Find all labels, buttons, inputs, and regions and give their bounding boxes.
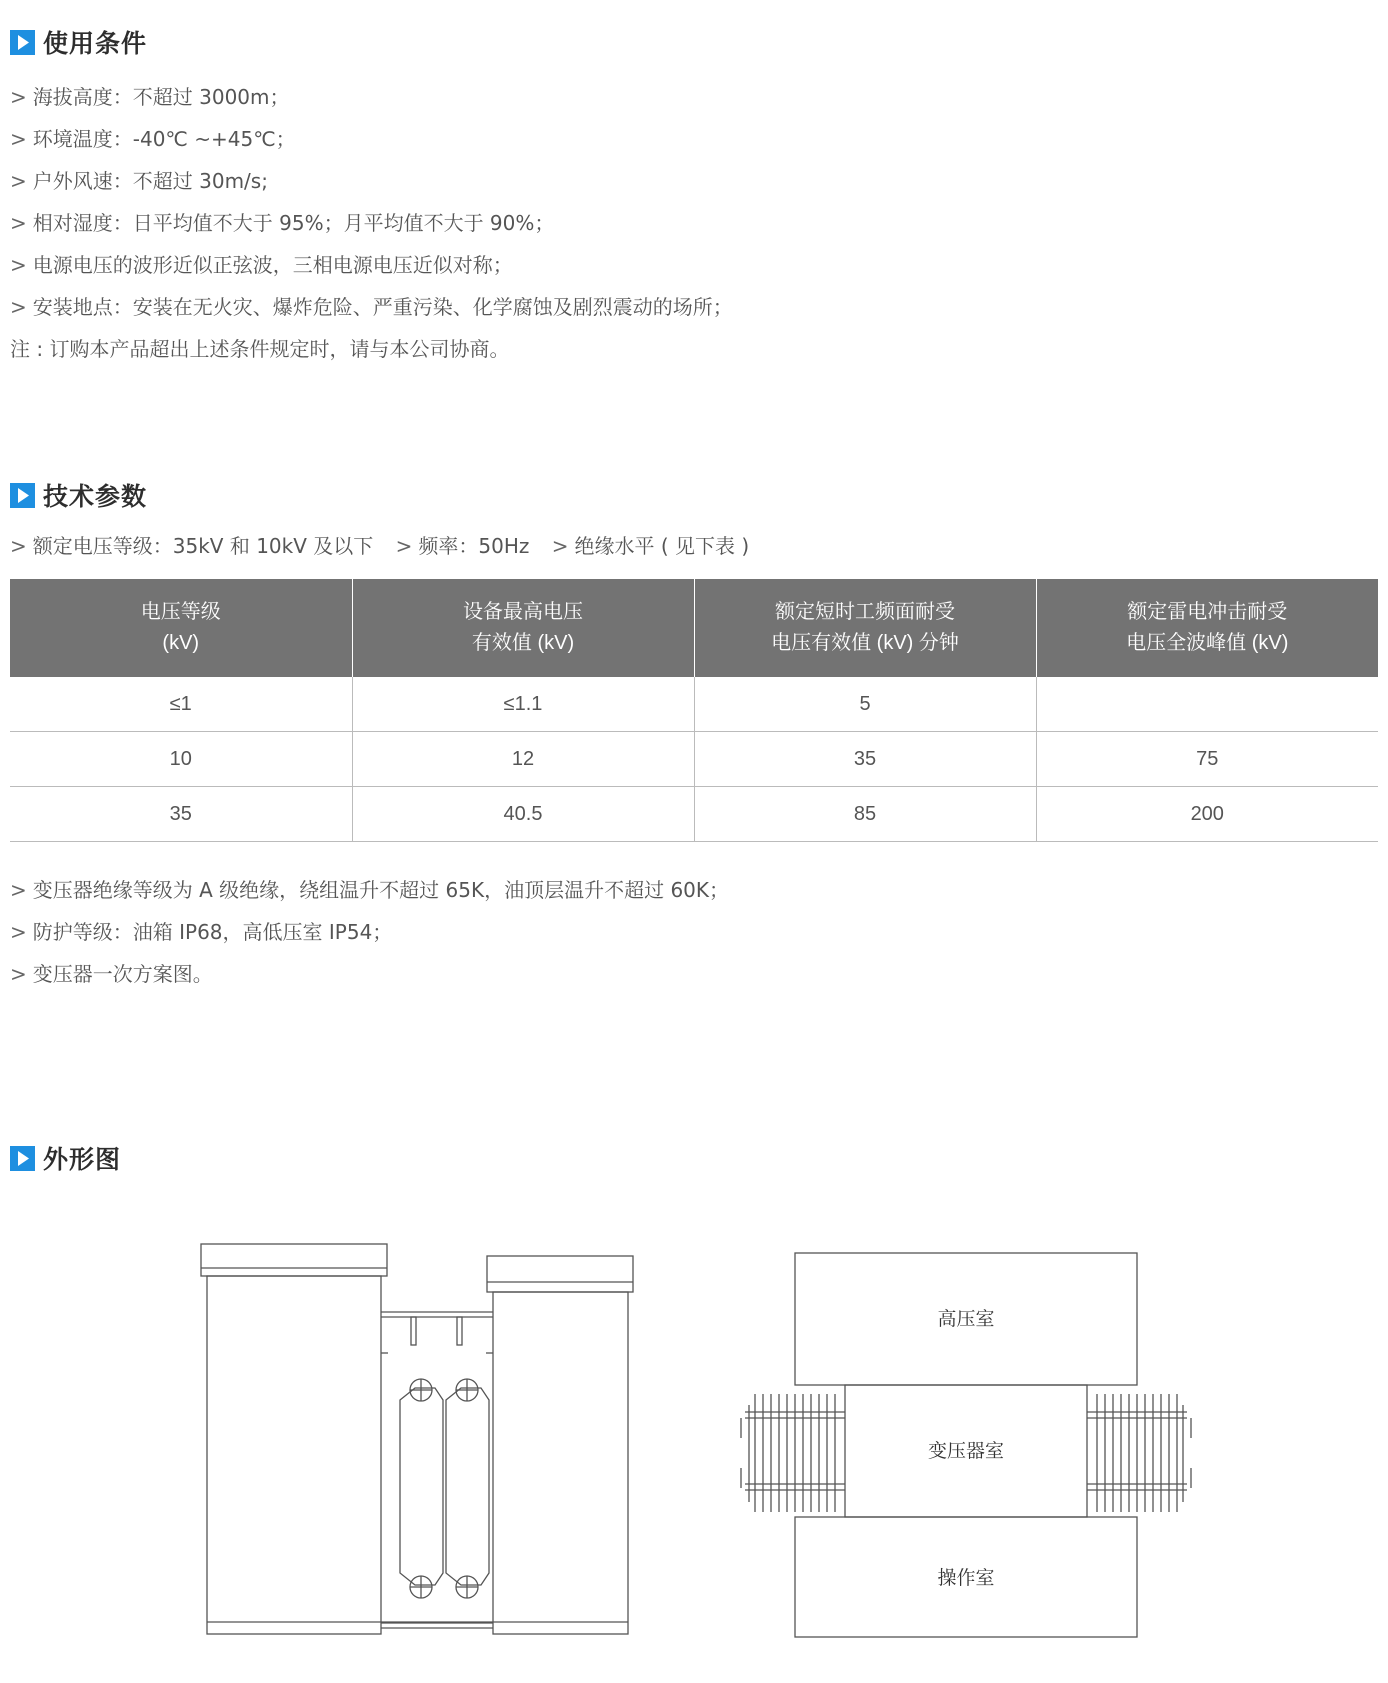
condition-item <box>10 209 554 237</box>
table-cell: 5 <box>694 677 1036 732</box>
table-header-cell <box>694 579 1036 677</box>
tech-note <box>10 960 213 988</box>
table-cell: 10 <box>10 732 352 787</box>
condition-item <box>10 293 733 321</box>
tech-note-text: 防护等级：油箱 IP68，高低压室 IP54； <box>32 920 393 944</box>
bullet-marker: > <box>10 211 27 235</box>
front-view-drawing <box>195 1240 640 1650</box>
bullet-marker: > <box>395 534 413 558</box>
condition-text: 电源电压的波形近似正弦波，三相电源电压近似对称； <box>32 253 513 277</box>
bullet-marker: > <box>10 962 27 986</box>
condition-text: 环境温度：-40℃ ~+45℃； <box>32 127 296 151</box>
radiator-right <box>446 1388 489 1585</box>
param-frequency <box>396 534 530 558</box>
bullet-marker: > <box>10 169 27 193</box>
header-line: (kV) <box>162 632 200 654</box>
bullet-marker: > <box>551 534 569 558</box>
header-line: 设备最高电压 <box>463 601 583 623</box>
param-text: 额定电压等级：35kV 和 10kV 及以下 <box>32 534 374 558</box>
right-cabinet-roof <box>487 1256 633 1292</box>
header-line: 电压全波峰值 (kV) <box>1126 632 1289 654</box>
bullet-marker: > <box>10 127 27 151</box>
table-row <box>10 787 1378 842</box>
table-cell <box>1036 677 1378 732</box>
bullet-marker: > <box>10 920 27 944</box>
section-heading: 外形图 <box>43 1145 122 1174</box>
table-cell: 12 <box>352 732 694 787</box>
tech-note-text: 变压器一次方案图。 <box>32 962 213 986</box>
table-cell: 200 <box>1036 787 1378 842</box>
bullet-marker: > <box>10 295 27 319</box>
table-cell: 75 <box>1036 732 1378 787</box>
section-title-tech <box>10 479 147 511</box>
table-header-cell <box>352 579 694 677</box>
condition-item <box>10 83 290 111</box>
condition-text: 户外风速：不超过 30m/s; <box>32 169 268 193</box>
table-header-cell <box>10 579 352 677</box>
param-text: 频率：50Hz <box>418 534 530 558</box>
left-cabinet-body <box>207 1276 381 1634</box>
insulation-table <box>10 579 1378 842</box>
table-cell: 85 <box>694 787 1036 842</box>
bullet-marker: > <box>10 253 27 277</box>
param-voltage-level <box>10 534 373 558</box>
header-line: 有效值 (kV) <box>471 632 575 654</box>
header-line: 额定雷电冲击耐受 <box>1127 601 1288 623</box>
play-arrow-icon <box>10 1146 35 1171</box>
radiator-left <box>400 1388 443 1585</box>
radiator-fins-right <box>1087 1394 1191 1512</box>
condition-text: 安装地点：安装在无火灾、爆炸危险、严重污染、化学腐蚀及剧烈震动的场所； <box>32 295 733 319</box>
plan-view-drawing <box>735 1250 1210 1640</box>
table-header-cell <box>1036 579 1378 677</box>
table-cell: ≤1.1 <box>352 677 694 732</box>
bullet-marker: > <box>10 534 27 558</box>
condition-item <box>10 125 296 153</box>
table-row <box>10 677 1378 732</box>
transformer-room-label: 变压器室 <box>927 1441 1005 1462</box>
tech-note-text: 变压器绝缘等级为 A 级绝缘，绕组温升不超过 65K，油顶层温升不超过 60K； <box>32 878 730 902</box>
condition-item <box>10 167 268 195</box>
condition-note: 注 : 订购本产品超出上述条件规定时，请与本公司协商。 <box>10 337 510 361</box>
table-cell: 35 <box>694 732 1036 787</box>
section-heading: 使用条件 <box>43 29 148 58</box>
table-cell: ≤1 <box>10 677 352 732</box>
header-line: 电压有效值 (kV) 分钟 <box>771 632 959 654</box>
bullet-marker: > <box>10 878 27 902</box>
params-row <box>10 532 765 560</box>
play-arrow-icon <box>10 30 35 55</box>
high-voltage-room-label: 高压室 <box>937 1309 995 1330</box>
tech-note <box>10 918 392 946</box>
table-row <box>10 732 1378 787</box>
left-cabinet-roof <box>201 1244 387 1276</box>
right-cabinet-body <box>493 1292 628 1634</box>
table-cell: 40.5 <box>352 787 694 842</box>
header-line: 额定短时工频面耐受 <box>775 601 955 623</box>
param-text: 绝缘水平 ( 见下表 ) <box>574 534 750 558</box>
play-arrow-icon <box>10 483 35 508</box>
section-title-outline <box>10 1142 121 1174</box>
section-heading: 技术参数 <box>43 482 148 511</box>
table-header-row <box>10 579 1378 677</box>
condition-text: 相对湿度：日平均值不大于 95%；月平均值不大于 90%； <box>32 211 555 235</box>
header-line: 电压等级 <box>140 601 221 623</box>
param-insulation <box>552 534 749 558</box>
condition-text: 海拔高度：不超过 3000m； <box>32 85 290 109</box>
section-title-conditions <box>10 26 147 58</box>
tech-note <box>10 876 729 904</box>
condition-item <box>10 251 513 279</box>
operation-room-label: 操作室 <box>937 1568 995 1589</box>
table-cell: 35 <box>10 787 352 842</box>
radiator-fins-left <box>741 1394 845 1512</box>
bullet-marker: > <box>10 85 27 109</box>
